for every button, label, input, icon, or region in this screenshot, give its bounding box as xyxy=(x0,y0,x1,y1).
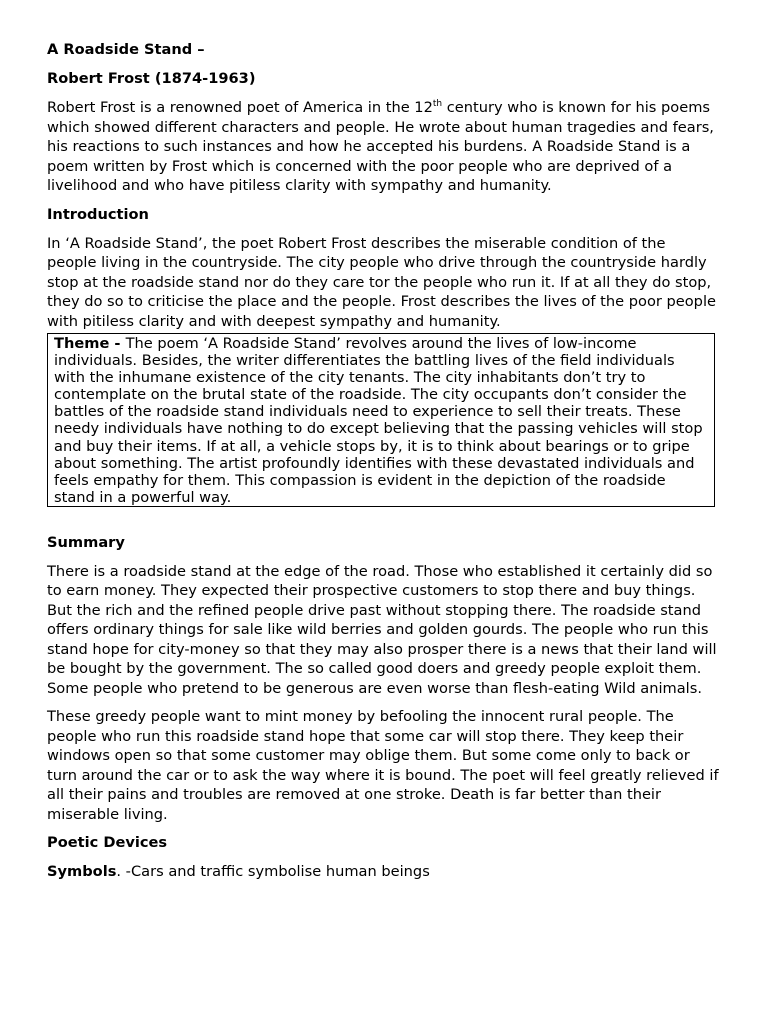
introduction-paragraph: In ‘A Roadside Stand’, the poet Robert Frost describes the miserable condition of the people living in the countryside. The city people who drive through the countryside hardly stop at the roadside stand nor do they care tor the people who run it. If at all they do stop, they do so to criticise the place and the people. Frost describes the lives of the poor people with pitiless clarity and with deepest sympathy and humanity. xyxy=(47,234,716,330)
introduction-heading: Introduction xyxy=(47,205,149,223)
summary-heading: Summary xyxy=(47,533,125,551)
intro-text-end: century who is known for his poems which showed different characters and people. He wrote about human tragedies and fears, his reactions to such instances and how he accepted his burdens. A Roadside Stand is a poem written by Frost which is concerned with the poor people who are deprived of a livelihood and who have pitiless clarity with sympathy and humanity. xyxy=(47,99,714,194)
summary-paragraph-2: These greedy people want to mint money by befooling the innocent rural people. The people who run this roadside stand hope that some car will stop there. They keep their windows open so that some customer may oblige them. But some come only to back or turn around the car or to ask the way where it is bound. The poet will feel greatly relieved if all their pains and troubles are removed at one stroke. Death is far better than their miserable living. xyxy=(47,708,719,823)
theme-label: Theme - xyxy=(54,335,126,352)
summary-paragraph-1: There is a roadside stand at the edge of the road. Those who established it certainly did so to earn money. They expected their prospective customers to stop there and buy things. But the rich and the refined people drive past without stopping there. The roadside stand offers ordinary things for sale like wild berries and golden gourds. The people who run this stand hope for city-money so that they may also prosper there is a news that their land will be bought by the government. The so called good doers and greedy people exploit them. Some people who pretend to be generous are even worse than flesh-eating Wild animals. xyxy=(47,562,717,697)
document-title: A Roadside Stand – xyxy=(47,41,205,58)
intro-text-start: Robert Frost is a renowned poet of America in the 12 xyxy=(47,99,433,116)
author-line: Robert Frost (1874-1963) xyxy=(47,70,256,87)
symbols-line xyxy=(47,862,719,882)
superscript-th: th xyxy=(432,99,443,109)
document-page xyxy=(47,40,719,882)
intro-paragraph xyxy=(47,98,719,196)
symbols-text: . -Cars and traffic symbolise human beings xyxy=(116,863,430,881)
theme-text: The poem ‘A Roadside Stand’ revolves around the lives of low-income individuals. Besides, the writer differentiates the battling lives of the field individuals with the inhumane existence of the city tenants. The city inhabitants don’t try to contemplate on the brutal state of the roadside. The city occupants don’t consider the battles of the roadside stand individuals need to experience to sell their treats. These needy individuals have nothing to do except believing that the passing vehicles will stop and buy their items. If at all, a vehicle stops by, it is to think about bearings or to gripe about something. The artist profoundly identifies with these devastated individuals and feels empathy for them. This compassion is evident in the depiction of the roadside stand in a powerful way. xyxy=(54,335,703,506)
theme-box xyxy=(47,333,715,507)
symbols-label: Symbols xyxy=(47,863,117,881)
poetic-devices-heading: Poetic Devices xyxy=(47,834,168,852)
